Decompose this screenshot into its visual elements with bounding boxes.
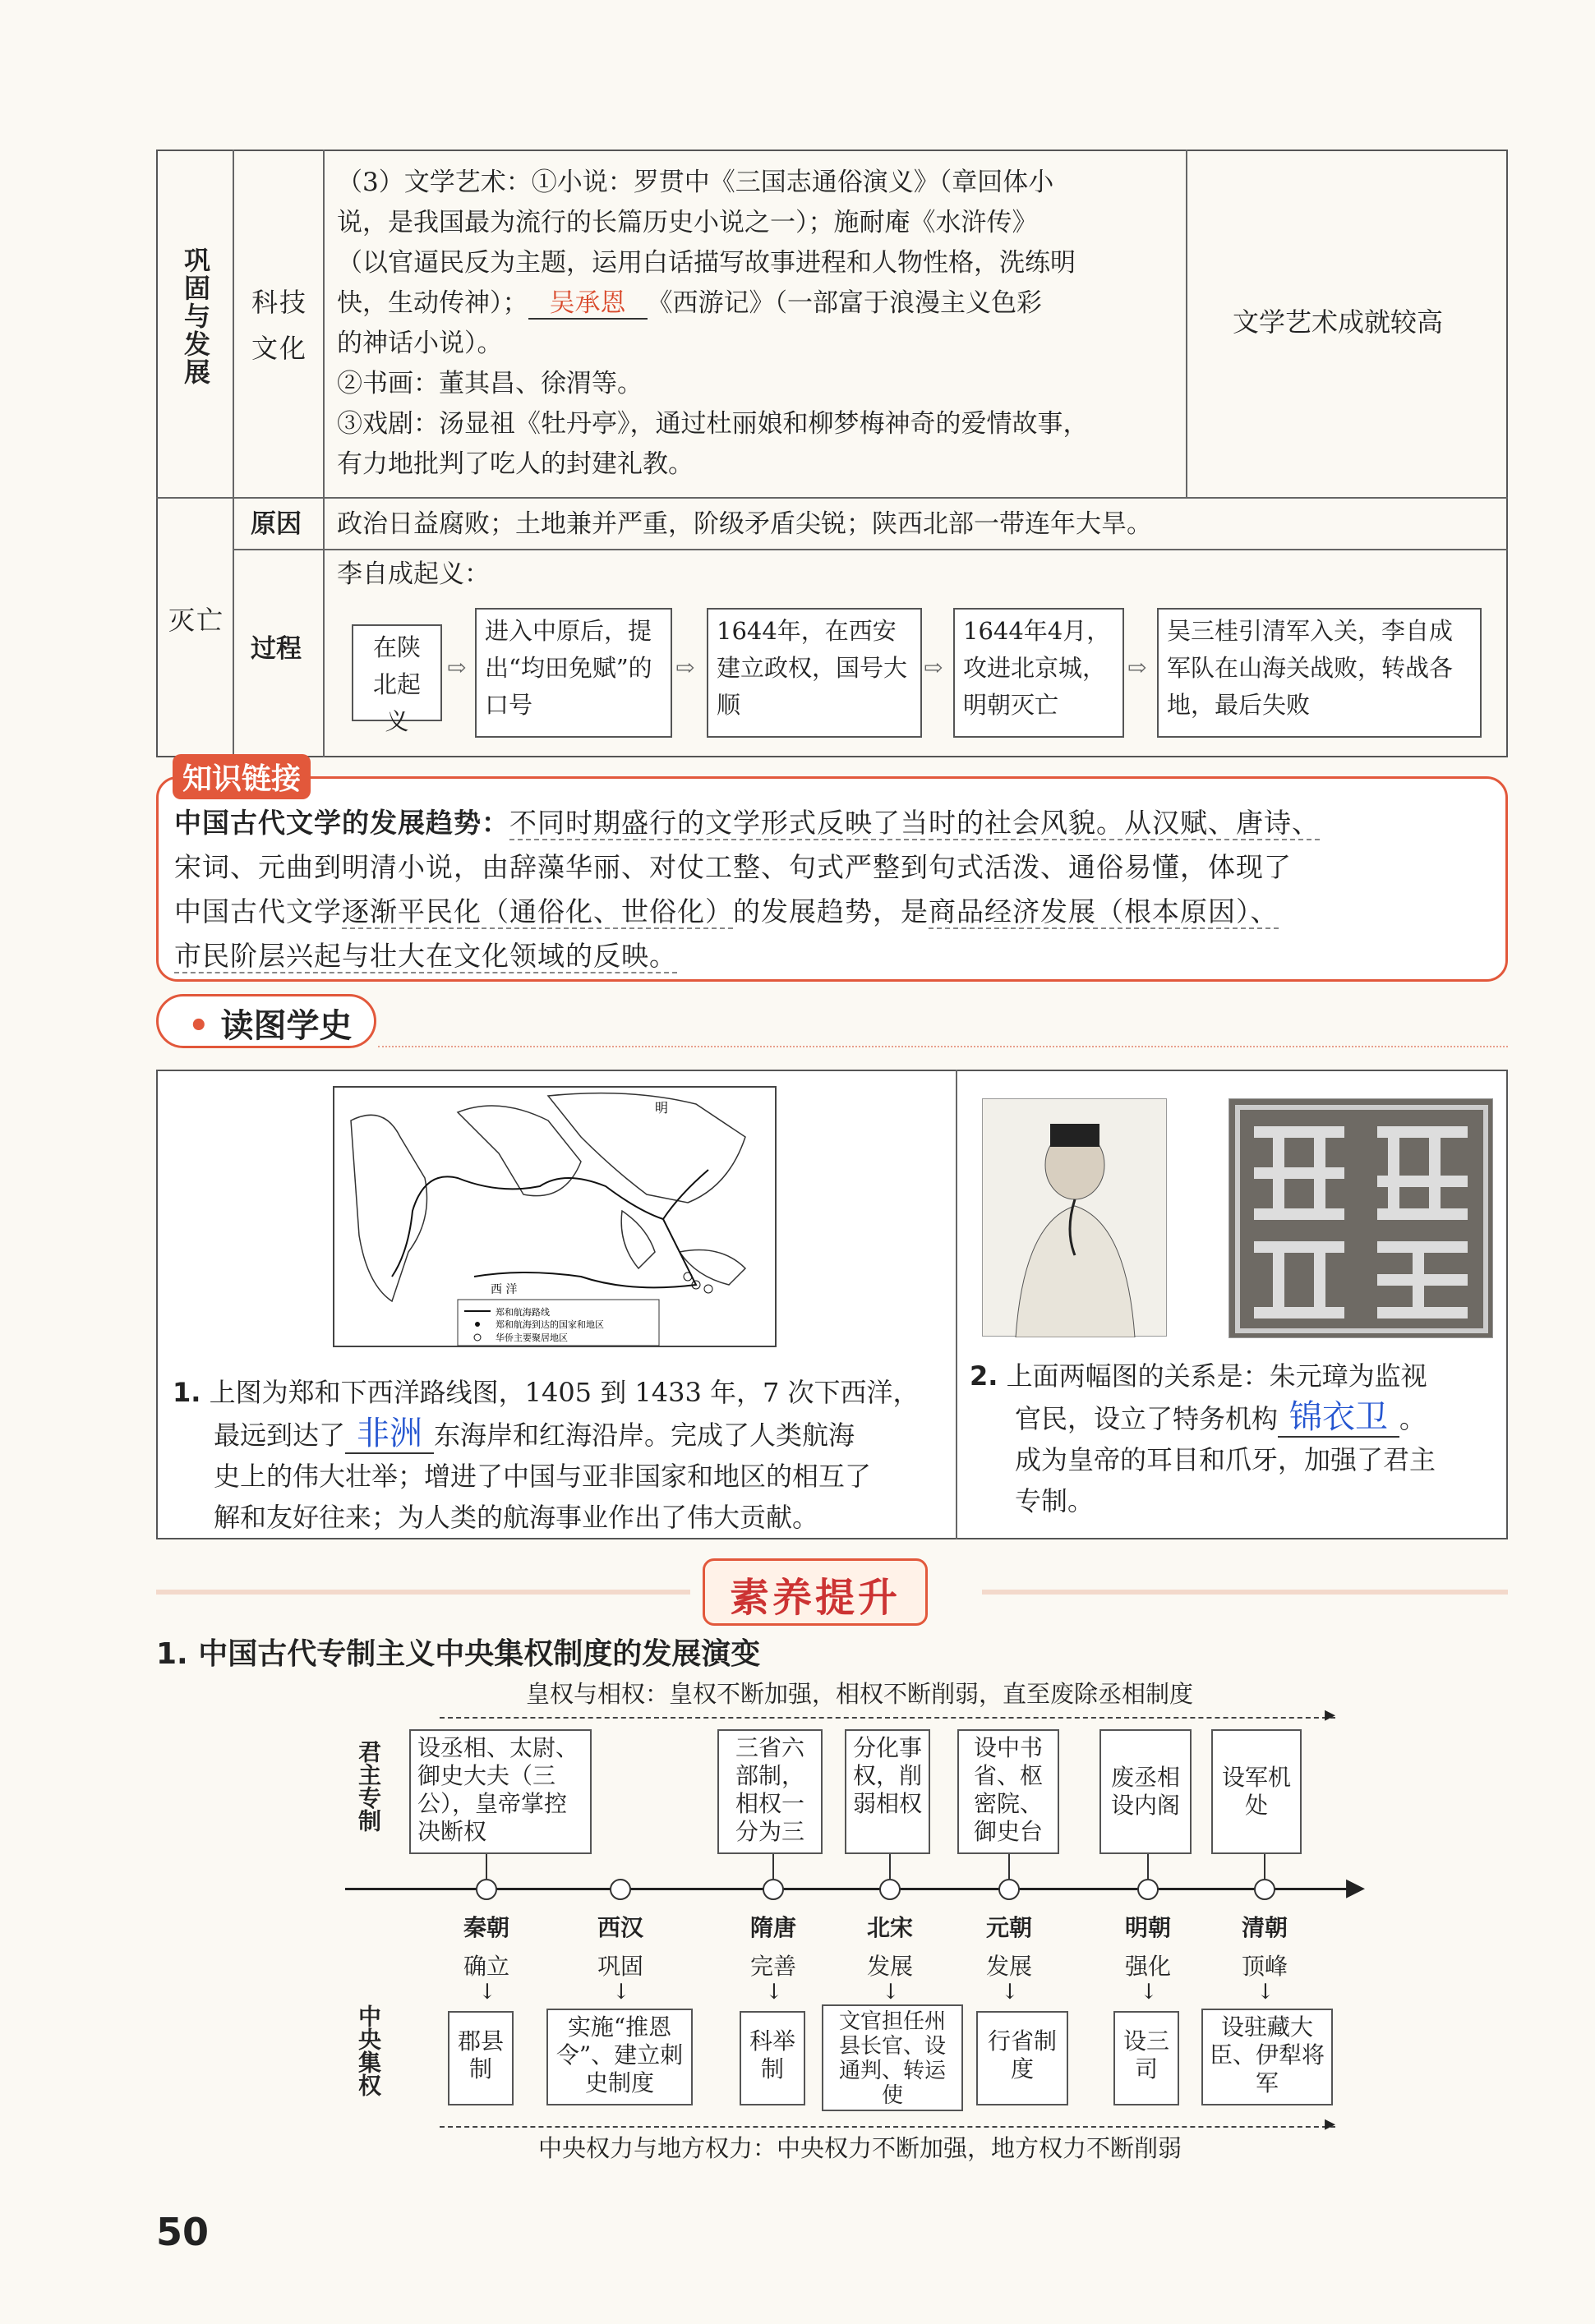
arrow-down-icon: ↓	[1001, 1980, 1019, 2004]
section-title-read-map: • 读图学史	[156, 994, 376, 1048]
connector	[1264, 1854, 1265, 1879]
bottom-box: 设驻藏大臣、伊犁将军	[1201, 2009, 1333, 2105]
dynasty-status: 确立	[463, 1953, 509, 1980]
top-box: 设军机处	[1211, 1729, 1302, 1854]
lit-line: （以官逼民反为主题，运用白话描写故事进程和人物性格，洗练明	[337, 248, 1076, 278]
process-intro: 李自成起义：	[337, 559, 490, 589]
lit-line: ②书画：董其昌、徐渭等。	[337, 369, 643, 398]
process-label: 过程	[251, 634, 302, 664]
lit-line: ③戏剧：汤显祖《牡丹亭》，通过杜丽娘和柳梦梅神奇的爱情故事，	[337, 409, 1089, 439]
answer-jinyiwei: 锦衣卫	[1278, 1398, 1399, 1438]
bottom-arrow-line	[440, 2126, 1335, 2128]
dynasty-qing: 清朝	[1241, 1914, 1288, 1941]
lit-line: 快，生动传神）； 吴承恩 《西游记》（一部富于浪漫主义色彩	[337, 288, 1042, 318]
process-step: 1644年，在西安建立政权，国号大顺	[707, 608, 922, 738]
divider	[982, 1590, 1508, 1595]
bottom-box: 设三司	[1113, 2011, 1179, 2105]
table-divider	[1186, 150, 1187, 497]
bottom-box: 科举制	[740, 2011, 805, 2105]
table-divider	[233, 150, 234, 757]
divider	[156, 1590, 690, 1595]
top-arrow-line	[440, 1717, 1335, 1719]
arrow-right-icon: ▸	[1325, 2111, 1336, 2136]
connector	[1008, 1854, 1010, 1879]
page-number: 50	[156, 2210, 210, 2254]
top-box: 废丞相设内阁	[1099, 1729, 1192, 1854]
zheng-he-map	[333, 1086, 777, 1347]
knowledge-heading: 中国古代文学的发展趋势：	[174, 807, 509, 839]
question-1: 1. 上图为郑和下西洋路线图，1405 到 1433 年，7 次下西洋， 最远到达了 非洲 东海岸和红海沿岸。完成了人类航海 史上的伟大壮举；增进了中国与亚非国家和地区的相互了 解和友好往来；为人类的航海事业作出了伟大贡献。	[173, 1377, 920, 1533]
timeline-node	[1254, 1879, 1275, 1900]
label-centralization: 中央集权	[355, 2004, 382, 2096]
cause-text: 政治日益腐败；土地兼并严重，阶级矛盾尖锐；陕西北部一带连年大旱。	[337, 509, 1152, 539]
seal-image	[1229, 1098, 1493, 1338]
process-step: 进入中原后，提出“均田免赋”的口号	[475, 608, 672, 738]
bottom-box: 郡县制	[448, 2011, 514, 2105]
row-group-fall: 灭亡	[168, 605, 225, 636]
bottom-box: 实施“推恩令”、建立刺史制度	[546, 2009, 693, 2105]
timeline-node	[879, 1879, 901, 1900]
arrow-icon: ⇨	[1127, 654, 1147, 681]
dynasty-status: 强化	[1124, 1953, 1171, 1980]
connector	[486, 1854, 487, 1879]
arrow-down-icon: ↓	[478, 1980, 496, 2004]
lit-summary: 文学艺术成就较高	[1233, 306, 1444, 338]
map-svg	[334, 1088, 778, 1349]
dynasty-status: 发展	[866, 1953, 913, 1980]
table-divider	[233, 549, 1508, 550]
map-legend: 郑和航海路线	[496, 1307, 550, 1318]
connector	[889, 1854, 891, 1879]
dynasty-sui-tang: 隋唐	[749, 1914, 796, 1941]
top-box: 分化事权，削弱相权	[845, 1729, 930, 1854]
table-divider	[156, 497, 1508, 499]
knowledge-text: 中国古代文学的发展趋势：不同时期盛行的文学形式反映了当时的社会风貌。从汉赋、唐诗、 宋词、元曲到明清小说，由辞藻华丽、对仗工整、句式严整到句式活泼、通俗易懂，体现了 中国古代文学逐渐平民化（通俗化、世俗化）的发展趋势，是商品经济发展（根本原因）、 市民阶层兴起与壮大在文化领域的反映。	[174, 807, 1320, 972]
timeline-node	[476, 1879, 497, 1900]
read-divider	[956, 1070, 957, 1539]
table-divider	[323, 150, 325, 757]
process-step: 吴三桂引清军入关，李自成军队在山海关战败，转战各地，最后失败	[1157, 608, 1482, 738]
knowledge-tag: 知识链接	[173, 754, 311, 799]
arrow-right-icon: ▸	[1325, 1702, 1336, 1727]
map-label: 明	[655, 1100, 669, 1116]
dynasty-status: 巩固	[597, 1953, 643, 1980]
process-step: 在陕北起义	[352, 624, 442, 721]
divider	[378, 1046, 1508, 1047]
section-title-literacy: 素养提升	[703, 1558, 928, 1626]
question-2: 2. 上面两幅图的关系是：朱元璋为监视 官民，设立了特务机构 锦衣卫 。 成为皇帝的耳目和爪牙，加强了君主 专制。	[970, 1360, 1436, 1516]
arrow-icon: ⇨	[447, 654, 467, 681]
top-box: 设丞相、太尉、御史大夫（三公），皇帝掌控决断权	[409, 1729, 592, 1854]
timeline-node	[610, 1879, 631, 1900]
bottom-box: 文官担任州县长官、设通判、转运使	[822, 2004, 963, 2111]
row-group-consolidation: 巩固与发展	[180, 246, 211, 386]
lit-line: 的神话小说）。	[337, 329, 503, 358]
top-box: 三省六部制，相权一分为三	[717, 1729, 823, 1854]
timeline-node	[998, 1879, 1020, 1900]
arrow-down-icon: ↓	[612, 1980, 630, 2004]
connector	[772, 1854, 774, 1879]
timeline-node	[763, 1879, 784, 1900]
answer-africa: 非洲	[345, 1415, 434, 1454]
arrow-icon: ⇨	[675, 654, 695, 681]
row-sub-science-culture: 科技文化	[251, 287, 307, 364]
bottom-arrow-label: 中央权力与地方权力：中央权力不断加强，地方权力不断削弱	[538, 2134, 1182, 2162]
cause-label: 原因	[251, 509, 302, 539]
dynasty-status: 发展	[985, 1953, 1032, 1980]
label-autocracy: 君主专制	[355, 1740, 382, 1832]
dynasty-northern-song: 北宋	[866, 1914, 913, 1941]
lit-line: 说，是我国最为流行的长篇历史小说之一）；施耐庵《水浒传》	[337, 208, 1038, 237]
literacy-question: 1. 中国古代专制主义中央集权制度的发展演变	[156, 1637, 761, 1671]
connector	[1147, 1854, 1149, 1879]
arrow-down-icon: ↓	[765, 1980, 783, 2004]
bottom-box: 行省制度	[976, 2011, 1068, 2105]
dynasty-yuan: 元朝	[985, 1914, 1032, 1941]
timeline-node	[1137, 1879, 1159, 1900]
portrait-zhu-yuanzhang	[982, 1098, 1167, 1337]
dynasty-status: 完善	[749, 1953, 796, 1980]
answer-wu-chengen: 吴承恩	[528, 288, 648, 320]
process-step: 1644年4月，攻进北京城，明朝灭亡	[953, 608, 1124, 738]
top-box: 设中书省、枢密院、御史台	[957, 1729, 1059, 1854]
map-legend: 华侨主要聚居地区	[496, 1332, 568, 1343]
dynasty-qin: 秦朝	[463, 1914, 509, 1941]
map-label: 西 洋	[491, 1283, 518, 1296]
lit-line: （3）文学艺术：①小说：罗贯中《三国志通俗演义》（章回体小	[337, 168, 1054, 197]
arrow-down-icon: ↓	[1140, 1980, 1158, 2004]
top-arrow-label: 皇权与相权：皇权不断加强，相权不断削弱，直至废除丞相制度	[526, 1680, 1194, 1708]
dynasty-western-han: 西汉	[597, 1914, 643, 1941]
arrow-down-icon: ↓	[882, 1980, 900, 2004]
dynasty-ming: 明朝	[1124, 1914, 1171, 1941]
dynasty-status: 顶峰	[1241, 1953, 1288, 1980]
arrow-down-icon: ↓	[1256, 1980, 1275, 2004]
arrow-icon: ⇨	[924, 654, 943, 681]
literature-cell	[337, 163, 1179, 485]
map-legend: 郑和航海到达的国家和地区	[496, 1319, 604, 1330]
arrow-right-icon: ▶	[1346, 1873, 1366, 1902]
lit-line: 有力地批判了吃人的封建礼教。	[337, 449, 694, 479]
